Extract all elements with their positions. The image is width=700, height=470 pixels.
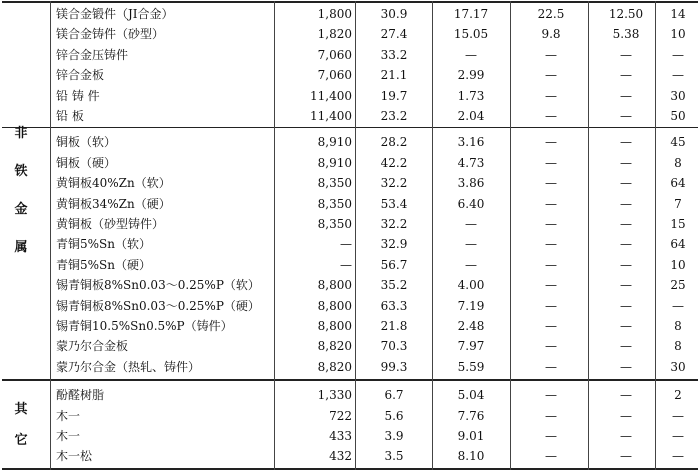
property-value-5: 8 [674,319,682,333]
material-name: 木一 [56,408,81,423]
material-name: 锡青铜板8%Sn0.03～0.25%P（硬） [56,298,260,313]
property-value-5: 14 [670,7,686,21]
property-value-2: 2.99 [457,68,485,83]
material-name: 铅 板 [56,109,84,123]
property-value-4: — [620,47,632,62]
material-name: 锌合金板 [56,68,105,83]
property-value-1: 32.9 [380,237,408,252]
density-value: 8,800 [317,298,352,313]
group-label: 非铁金属 [14,125,28,255]
section-separator [2,379,698,381]
property-value-4: 12.50 [608,7,644,21]
material-name: 镁合金锻件（JI合金） [56,7,174,21]
property-value-1: 63.3 [380,298,408,313]
property-value-5: 7 [674,196,682,211]
property-value-4: 5.38 [612,27,640,42]
density-value: 11,400 [310,88,352,103]
property-value-2: 7.76 [457,408,485,423]
property-value-2: 1.73 [457,88,485,103]
property-value-2: 5.04 [457,388,485,403]
material-name: 黄铜板（砂型铸件） [56,217,165,231]
property-value-4: — [620,319,632,333]
property-value-5: — [672,408,684,423]
property-value-1: 28.2 [380,135,408,150]
table-row [0,255,700,275]
property-value-1: 32.2 [380,176,408,191]
property-value-4: — [620,298,632,313]
property-value-1: 21.8 [380,319,408,333]
material-name: 木一松 [56,449,93,464]
density-value: 8,350 [317,196,352,211]
property-value-4: — [620,449,632,464]
table-row [0,234,700,254]
density-value: — [340,257,352,272]
property-value-1: 42.2 [380,155,408,170]
property-value-3: — [545,88,557,103]
material-name: 蒙乃尔合金（热轧、铸件） [56,359,201,374]
table-row [0,296,700,316]
property-value-3: — [545,319,557,333]
property-value-2: 7.19 [457,298,485,313]
property-value-3: — [545,298,557,313]
density-value: 8,820 [317,339,352,354]
property-value-1: 5.6 [384,408,404,423]
property-value-3: — [545,257,557,272]
density-value: 11,400 [310,109,352,123]
property-value-3: — [545,359,557,374]
property-value-3: — [545,388,557,403]
property-value-5: 25 [670,278,686,293]
material-name: 黄铜板40%Zn（软） [56,176,171,191]
property-value-4: — [620,155,632,170]
material-name: 铅 铸 件 [56,88,100,103]
property-value-5: 64 [670,237,686,252]
property-value-2: — [465,217,477,231]
property-value-2: 6.40 [457,196,485,211]
property-value-4: — [620,237,632,252]
property-value-1: 27.4 [380,27,408,42]
property-value-1: 56.7 [380,257,408,272]
property-value-3: — [545,429,557,443]
property-value-4: — [620,278,632,293]
table-row [0,316,700,336]
table-row [0,385,700,405]
property-value-1: 53.4 [380,196,408,211]
material-name: 黄铜板34%Zn（硬） [56,196,171,211]
density-value: 8,350 [317,217,352,231]
property-value-2: — [465,47,477,62]
table-row [0,86,700,106]
property-value-5: 64 [670,176,686,191]
property-value-2: 2.48 [457,319,485,333]
section-separator [2,468,698,470]
column-rule [432,1,433,470]
table-row [0,4,700,24]
material-name: 铜板（硬） [56,155,117,170]
property-value-4: — [620,339,632,354]
property-value-3: — [545,176,557,191]
property-value-1: 99.3 [380,359,408,374]
property-value-3: — [545,135,557,150]
property-value-4: — [620,135,632,150]
property-value-3: — [545,109,557,123]
property-value-4: — [620,388,632,403]
property-value-4: — [620,196,632,211]
table-row [0,426,700,446]
column-rule [50,1,51,470]
property-value-5: 2 [674,388,682,403]
density-value: 8,350 [317,176,352,191]
property-value-2: 7.97 [457,339,485,354]
material-name: 锡青铜板8%Sn0.03～0.25%P（软） [56,278,260,293]
property-value-2: 4.73 [457,155,485,170]
property-value-3: 22.5 [537,7,565,21]
property-value-5: — [672,47,684,62]
table-row [0,336,700,356]
property-value-1: 21.1 [380,68,408,83]
table-row [0,24,700,44]
column-rule [274,1,275,470]
material-name: 镁合金铸件（砂型） [56,27,165,42]
property-value-2: 3.86 [457,176,485,191]
property-value-5: 10 [670,27,686,42]
density-value: — [340,237,352,252]
property-value-1: 35.2 [380,278,408,293]
density-value: 8,800 [317,278,352,293]
density-value: 722 [329,408,352,423]
property-value-4: — [620,408,632,423]
property-value-5: — [672,68,684,83]
section-separator [2,127,698,128]
density-value: 7,060 [317,47,352,62]
property-value-2: 9.01 [457,429,485,443]
property-value-5: — [672,298,684,313]
material-name: 木一 [56,429,81,443]
table-row [0,214,700,234]
property-value-4: — [620,109,632,123]
table-row [0,173,700,193]
table-row [0,357,700,377]
density-value: 432 [329,449,352,464]
material-name: 酚醛树脂 [56,388,105,403]
property-value-5: 30 [670,359,686,374]
property-value-3: — [545,278,557,293]
property-value-1: 70.3 [380,339,408,354]
material-name: 青铜5%Sn（硬） [56,257,151,272]
density-value: 7,060 [317,68,352,83]
material-name: 青铜5%Sn（软） [56,237,151,252]
density-value: 1,820 [317,27,352,42]
table-row [0,45,700,65]
property-value-1: 32.2 [380,217,408,231]
property-value-5: 45 [670,135,686,150]
property-value-3: — [545,196,557,211]
property-value-2: 15.05 [453,27,489,42]
property-value-4: — [620,257,632,272]
property-value-3: — [545,68,557,83]
column-rule [655,1,656,470]
property-value-1: 3.5 [384,449,404,464]
table-row [0,106,700,126]
property-value-5: 10 [670,257,686,272]
density-value: 8,800 [317,319,352,333]
table-row [0,65,700,85]
property-value-1: 6.7 [384,388,404,403]
table-row [0,194,700,214]
table-row [0,406,700,426]
material-name: 锡青铜10.5%Sn0.5%P（铸件） [56,319,233,333]
property-value-5: — [672,429,684,443]
property-value-3: 9.8 [541,27,561,42]
density-value: 433 [329,429,352,443]
property-value-2: 3.16 [457,135,485,150]
property-value-3: — [545,408,557,423]
property-value-4: — [620,217,632,231]
property-value-3: — [545,47,557,62]
density-value: 8,910 [317,155,352,170]
property-value-2: 2.04 [457,109,485,123]
group-label: 其它 [14,402,28,448]
property-value-1: 30.9 [380,7,408,21]
material-name: 蒙乃尔合金板 [56,339,129,354]
property-value-3: — [545,217,557,231]
property-value-3: — [545,449,557,464]
property-value-2: 8.10 [457,449,485,464]
property-value-5: 30 [670,88,686,103]
column-rule [588,1,589,470]
density-value: 8,910 [317,135,352,150]
property-value-4: — [620,359,632,374]
table-row [0,132,700,152]
table-row [0,153,700,173]
column-rule [355,1,356,470]
property-value-5: 8 [674,339,682,354]
table-row [0,275,700,295]
property-value-4: — [620,88,632,103]
property-value-5: 15 [670,217,686,231]
property-value-2: 17.17 [453,7,489,21]
density-value: 8,820 [317,359,352,374]
property-value-5: 8 [674,155,682,170]
property-value-2: — [465,237,477,252]
property-value-5: 50 [670,109,686,123]
material-name: 铜板（软） [56,135,117,150]
property-value-5: — [672,449,684,464]
property-value-4: — [620,429,632,443]
property-value-3: — [545,155,557,170]
property-value-1: 33.2 [380,47,408,62]
density-value: 1,800 [317,7,352,21]
property-value-3: — [545,237,557,252]
property-value-2: 5.59 [457,359,485,374]
property-value-1: 23.2 [380,109,408,123]
section-separator [2,1,698,3]
density-value: 1,330 [317,388,352,403]
column-rule [510,1,511,470]
table-row [0,446,700,466]
property-value-2: 4.00 [457,278,485,293]
property-value-4: — [620,68,632,83]
property-value-3: — [545,339,557,354]
property-value-4: — [620,176,632,191]
property-value-2: — [465,257,477,272]
property-value-1: 19.7 [380,88,408,103]
property-value-1: 3.9 [384,429,404,443]
material-name: 锌合金压铸件 [56,47,129,62]
